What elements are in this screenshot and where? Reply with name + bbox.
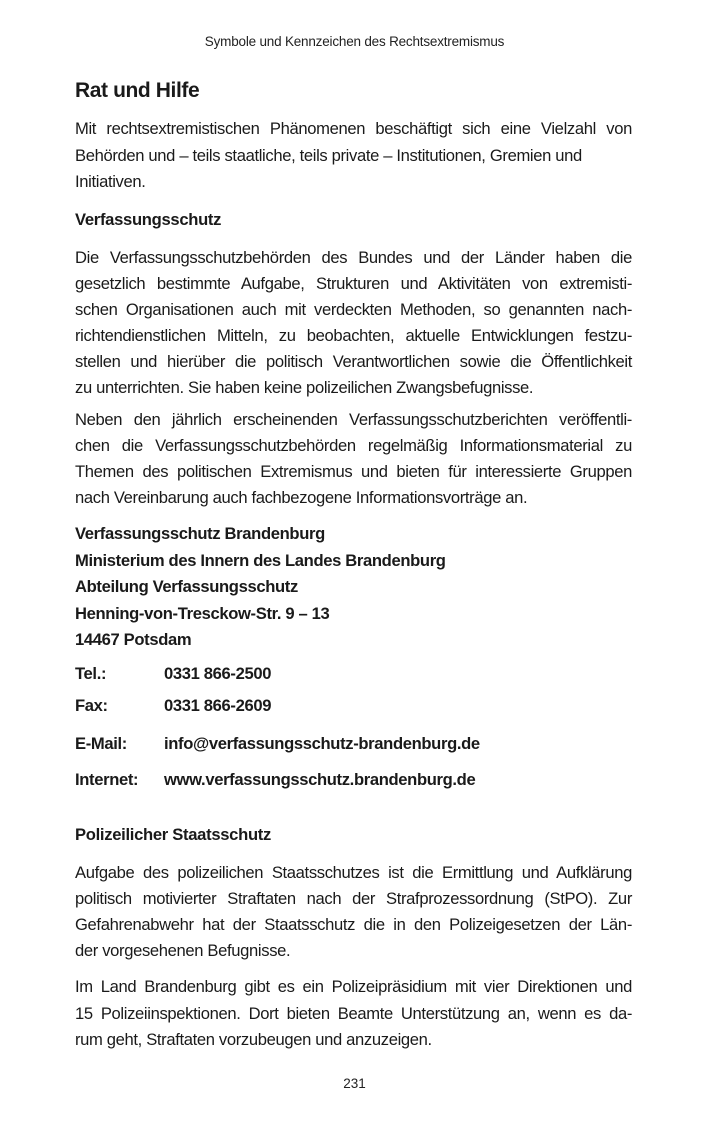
text-line: Aufgabe des polizeilichen Staatsschutzes ist die Ermittlung und Aufklärung xyxy=(75,863,632,882)
text-line: gesetzlich bestimmte Aufgabe, Strukturen und Aktivitäten von extremisti- xyxy=(75,274,632,293)
address-line: 14467 Potsdam xyxy=(75,630,192,649)
intro-paragraph xyxy=(75,116,632,195)
staatsschutz-paragraph-1 xyxy=(75,860,632,964)
fax-number: 0331 866-2609 xyxy=(164,696,272,715)
staatsschutz-paragraph-2 xyxy=(75,974,632,1053)
address-line: Ministerium des Innern des Landes Brandenburg xyxy=(75,550,446,570)
contact-label: Fax: xyxy=(75,696,108,715)
page-number: 231 xyxy=(343,1076,366,1091)
contact-email xyxy=(75,734,480,754)
text-line: Themen des politischen Extremismus und bieten für interessierte Gruppen xyxy=(75,462,632,481)
text-line: Neben den jährlich erscheinenden Verfassungsschutzberichten veröffentli- xyxy=(75,410,632,429)
verfassungsschutz-paragraph-2 xyxy=(75,407,632,511)
text-line: Gefahrenabwehr hat der Staatsschutz die in den Polizeigesetzen der Län- xyxy=(75,915,632,934)
text-line: richtendienstlichen Mitteln, zu beobachten, aktuelle Entwicklungen festzu- xyxy=(75,326,632,345)
text-line: stellen und hierüber die politisch Verantwortlichen sowie die Öffentlichkeit xyxy=(75,352,632,371)
text-line: rum geht, Straftaten vorzubeugen und anzuzeigen. xyxy=(75,1030,432,1049)
address-line: Verfassungsschutz Brandenburg xyxy=(75,524,325,543)
heading-staatsschutz: Polizeilicher Staatsschutz xyxy=(75,825,272,844)
text-line: 15 Polizeiinspektionen. Dort bieten Beamte Unterstützung an, wenn es da- xyxy=(75,1004,632,1023)
website-link[interactable]: www.verfassungsschutz.brandenburg.de xyxy=(164,770,476,789)
contact-label: E-Mail: xyxy=(75,734,127,753)
address-line: Henning-von-Tresckow-Str. 9 – 13 xyxy=(75,603,330,623)
phone-number: 0331 866-2500 xyxy=(164,664,272,683)
email-link[interactable]: info@verfassungsschutz-brandenburg.de xyxy=(164,734,480,753)
text-line: Im Land Brandenburg gibt es ein Polizeipräsidium mit vier Direktionen und xyxy=(75,977,632,996)
contact-fax xyxy=(75,696,271,716)
text-line: zu unterrichten. Sie haben keine polizeilichen Zwangsbefugnisse. xyxy=(75,378,534,397)
contact-label: Internet: xyxy=(75,770,139,789)
section-title: Rat und Hilfe xyxy=(75,79,200,102)
text-line: schen Organisationen auch mit verdeckten Methoden, so genannten nach- xyxy=(75,300,632,319)
contact-label: Tel.: xyxy=(75,664,107,683)
text-line: Die Verfassungsschutzbehörden des Bundes und der Länder haben die xyxy=(75,248,632,267)
contact-website xyxy=(75,770,475,790)
address-line: Abteilung Verfassungsschutz xyxy=(75,577,298,596)
verfassungsschutz-paragraph-1 xyxy=(75,245,632,401)
text-line: nach Vereinbarung auch fachbezogene Informationsvorträge an. xyxy=(75,488,528,507)
text-line: Initiativen. xyxy=(75,172,146,191)
text-line: der vorgesehenen Befugnisse. xyxy=(75,941,291,960)
contact-phone xyxy=(75,664,271,684)
running-header: Symbole und Kennzeichen des Rechtsextremismus xyxy=(204,34,505,49)
heading-verfassungsschutz: Verfassungsschutz xyxy=(75,210,222,229)
text-line: chen die Verfassungsschutzbehörden regelmäßig Informationsmaterial zu xyxy=(75,436,632,455)
address-block xyxy=(75,521,446,654)
text-line: Behörden und – teils staatliche, teils private – Institutionen, Gremien und xyxy=(75,146,582,165)
text-line: Mit rechtsextremistischen Phänomenen beschäftigt sich eine Vielzahl von xyxy=(75,119,632,138)
text-line: politisch motivierter Straftaten nach der Strafprozessordnung (StPO). Zur xyxy=(75,889,632,908)
